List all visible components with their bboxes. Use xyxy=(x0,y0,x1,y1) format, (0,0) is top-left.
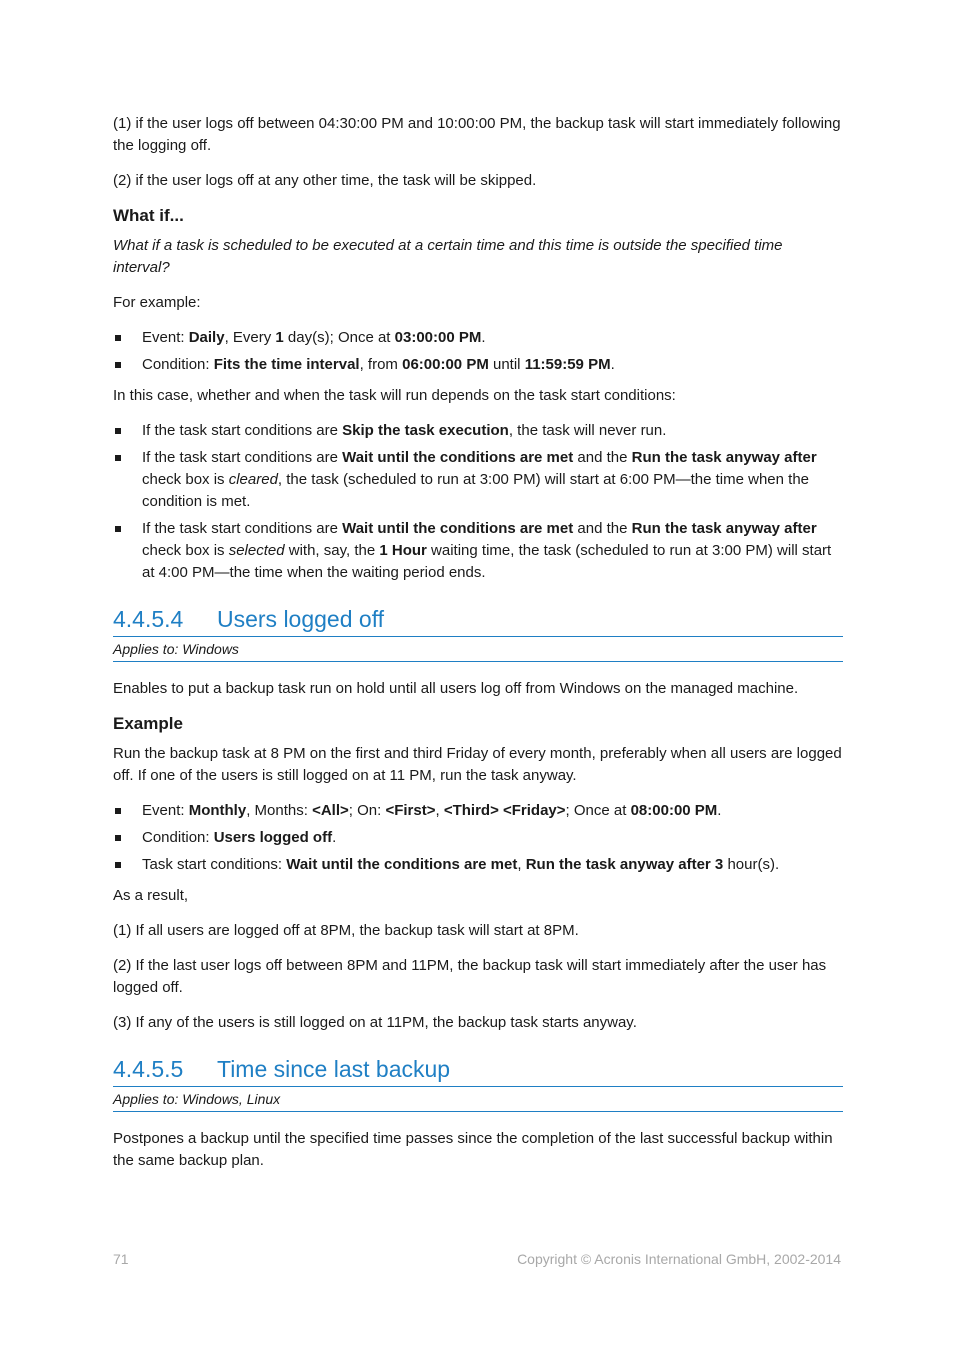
in-this-case-text: In this case, whether and when the task will run depends on the task start conditions: xyxy=(113,387,676,404)
section-users-logged-off xyxy=(113,604,843,1034)
section-title: Users logged off xyxy=(217,606,385,632)
what-if-heading: What if... xyxy=(113,206,184,225)
applies-to: Applies to: Windows, Linux xyxy=(113,1087,843,1112)
document-page xyxy=(113,113,843,1185)
what-if-question: What if a task is scheduled to be executed at a certain time and this time is outside the specified time interval? xyxy=(113,237,783,276)
as-result-text: As a result, xyxy=(113,887,189,904)
result-1: (1) If all users are logged off at 8PM, the backup task will start at 8PM. xyxy=(113,922,579,939)
section-title: Time since last backup xyxy=(217,1056,451,1082)
section-description: Enables to put a backup task run on hold until all users log off from Windows on the managed machine. xyxy=(113,680,799,697)
page-number: 71 xyxy=(113,1251,129,1267)
page-footer xyxy=(113,1251,841,1267)
list-item: Condition: Fits the time interval, from 06:00:00 PM until 11:59:59 PM. xyxy=(113,354,843,376)
for-example-text: For example: xyxy=(113,294,201,311)
list-item: If the task start conditions are Wait until the conditions are met and the Run the task anyway after check box is cleared, the task (scheduled to run at 3:00 PM) will start at 6:00 PM—the time when the condition is met. xyxy=(113,447,843,513)
section-heading xyxy=(113,1054,843,1087)
section-number: 4.4.5.5 xyxy=(113,1056,184,1082)
list-item: If the task start conditions are Wait until the conditions are met and the Run the task anyway after check box is selected with, say, the 1 Hour waiting time, the task (scheduled to run at 3:00 PM) will start at 4:00 PM—the time when the waiting period ends. xyxy=(113,518,843,584)
section-description: Postpones a backup until the specified time passes since the completion of the last successful backup within the same backup plan. xyxy=(113,1130,833,1169)
list-item: Condition: Users logged off. xyxy=(113,827,843,849)
start-conditions-list xyxy=(113,420,843,584)
applies-to: Applies to: Windows xyxy=(113,637,843,662)
list-item: If the task start conditions are Skip the task execution, the task will never run. xyxy=(113,420,843,442)
example-settings-list xyxy=(113,327,843,376)
intro-paragraph-2: (2) if the user logs off at any other time, the task will be skipped. xyxy=(113,172,537,189)
section-number: 4.4.5.4 xyxy=(113,606,184,632)
example-heading: Example xyxy=(113,714,183,733)
intro-paragraph-1: (1) if the user logs off between 04:30:00 PM and 10:00:00 PM, the backup task will start immediately following the logging off. xyxy=(113,115,841,154)
example-settings-list xyxy=(113,800,843,876)
section-heading xyxy=(113,604,843,637)
result-2: (2) If the last user logs off between 8PM and 11PM, the backup task will start immediately after the user has logged off. xyxy=(113,957,827,996)
list-item: Event: Daily, Every 1 day(s); Once at 03:00:00 PM. xyxy=(113,327,843,349)
copyright: Copyright © Acronis International GmbH, 2002-2014 xyxy=(517,1251,841,1267)
list-item: Task start conditions: Wait until the conditions are met, Run the task anyway after 3 hour(s). xyxy=(113,854,843,876)
section-time-since-last-backup xyxy=(113,1054,843,1172)
list-item: Event: Monthly, Months: <All>; On: <First>, <Third> <Friday>; Once at 08:00:00 PM. xyxy=(113,800,843,822)
result-3: (3) If any of the users is still logged on at 11PM, the backup task starts anyway. xyxy=(113,1014,637,1031)
example-text: Run the backup task at 8 PM on the first and third Friday of every month, preferably when all users are logged off. If one of the users is still logged on at 11 PM, run the task anyway. xyxy=(113,745,842,784)
